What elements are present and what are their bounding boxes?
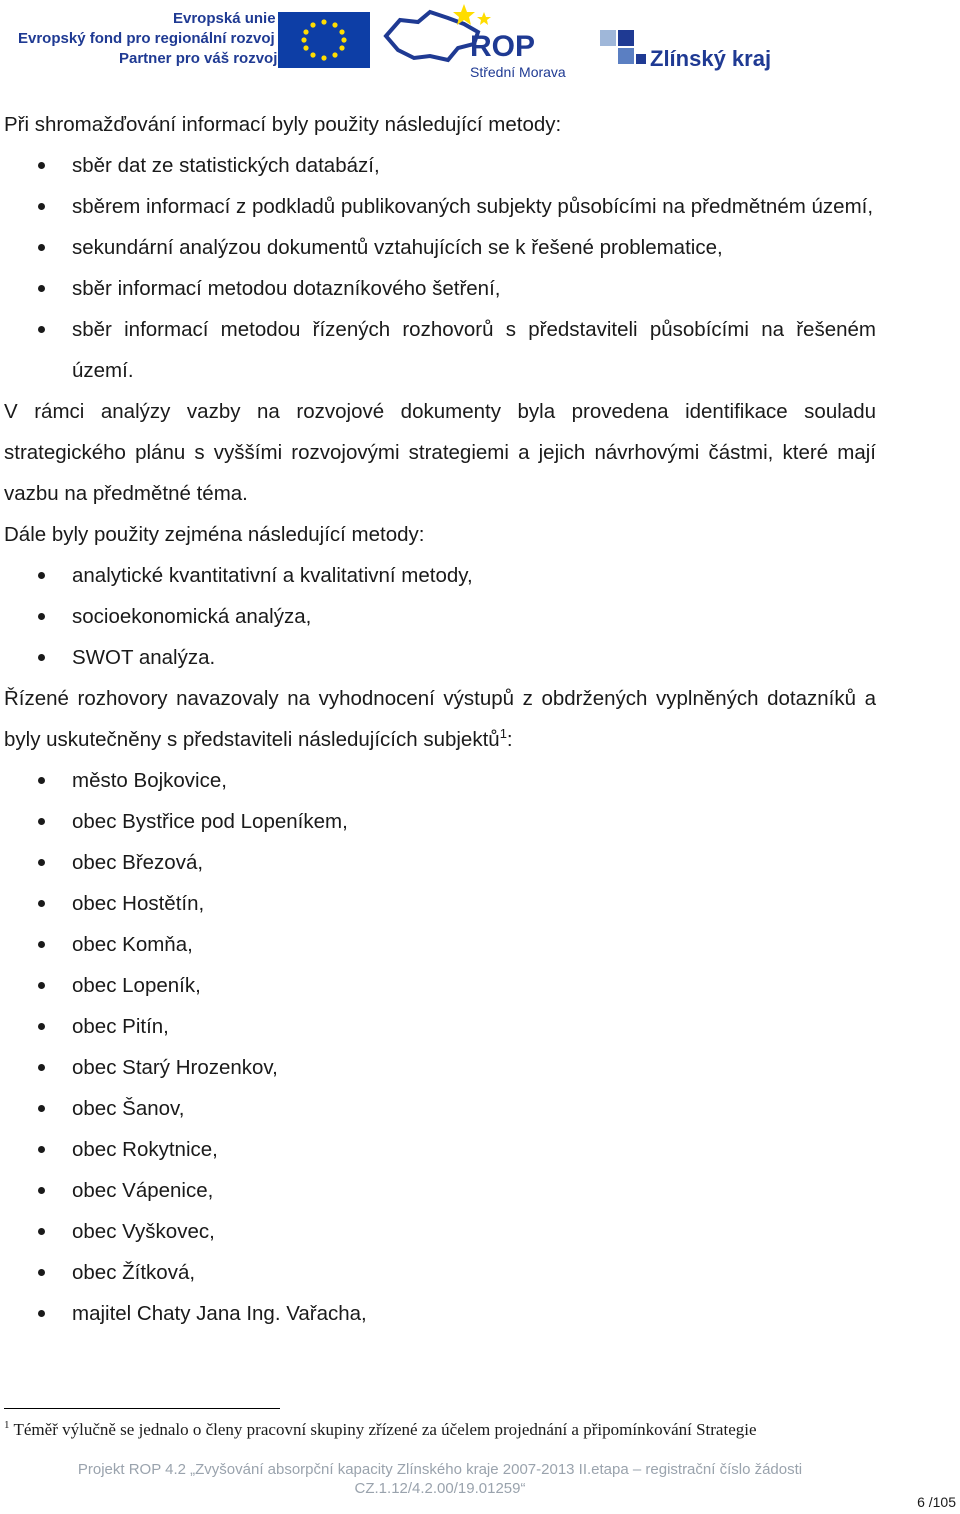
further-methods-list bbox=[4, 555, 876, 678]
list-item: obec Vápenice, bbox=[4, 1170, 876, 1211]
interviews-text: Řízené rozhovory navazovaly na vyhodnocení výstupů z obdržených vyplněných dotazníků a byly uskutečněny s představiteli následujících subjektů bbox=[4, 687, 876, 751]
subjects-list bbox=[4, 760, 876, 1334]
document-body bbox=[4, 104, 876, 1334]
footer-line-1: Projekt ROP 4.2 „Zvyšování absorpční kapacity Zlínského kraje 2007-2013 II.etapa – registrační číslo žádosti bbox=[77, 1461, 803, 1478]
list-item: obec Komňa, bbox=[4, 924, 876, 965]
list-item: sběr informací metodou řízených rozhovorů s představiteli působícími na řešeném území. bbox=[4, 309, 876, 391]
footer-line-2: CZ.1.12/4.2.00/19.01259“ bbox=[354, 1480, 526, 1497]
list-item: obec Rokytnice, bbox=[4, 1129, 876, 1170]
list-item: majitel Chaty Jana Ing. Vařacha, bbox=[4, 1293, 876, 1334]
footnote-text: Téměř výlučně se jednalo o členy pracovní skupiny zřízené za účelem projednání a připomínkování Strategie bbox=[13, 1420, 757, 1439]
paragraph-development-docs: V rámci analýzy vazby na rozvojové dokumenty byla provedena identifikace souladu strategického plánu s vyššími rozvojovými strategiemi a jejich návrhovými částmi, které mají vazbu na předmětné téma. bbox=[4, 400, 876, 505]
list-item: obec Pitín, bbox=[4, 1006, 876, 1047]
list-item: město Bojkovice, bbox=[4, 760, 876, 801]
list-item: sběr dat ze statistických databází, bbox=[4, 145, 876, 186]
page-number: 6 /105 bbox=[917, 1494, 956, 1510]
eu-line-2: Evropský fond pro regionální rozvoj bbox=[18, 30, 275, 47]
list-item: obec Vyškovec, bbox=[4, 1211, 876, 1252]
eu-flag-icon bbox=[278, 12, 370, 68]
list-item: obec Březová, bbox=[4, 842, 876, 883]
list-item: sběr informací metodou dotazníkového šetření, bbox=[4, 268, 876, 309]
list-item: obec Starý Hrozenkov, bbox=[4, 1047, 876, 1088]
page-footer bbox=[0, 1460, 880, 1498]
eu-line-1: Evropská unie bbox=[173, 10, 276, 27]
methods-list bbox=[4, 145, 876, 391]
rop-subtitle: Střední Morava bbox=[470, 64, 566, 80]
list-item: SWOT analýza. bbox=[4, 637, 876, 678]
intro-methods: Při shromažďování informací byly použity následující metody: bbox=[4, 113, 562, 136]
footnote bbox=[4, 1420, 884, 1440]
page-header bbox=[0, 0, 960, 90]
list-item: socioekonomická analýza, bbox=[4, 596, 876, 637]
list-item: analytické kvantitativní a kvalitativní metody, bbox=[4, 555, 876, 596]
eu-line-3: Partner pro váš rozvoj bbox=[119, 50, 278, 67]
zlinsky-kraj-icon bbox=[600, 30, 646, 72]
region-name: Zlínský kraj bbox=[650, 46, 772, 71]
list-item: obec Žítková, bbox=[4, 1252, 876, 1293]
list-item: obec Šanov, bbox=[4, 1088, 876, 1129]
footnote-ref: 1 bbox=[499, 726, 507, 742]
list-item: sekundární analýzou dokumentů vztahujících se k řešené problematice, bbox=[4, 227, 876, 268]
list-item: obec Hostětín, bbox=[4, 883, 876, 924]
paragraph-interviews bbox=[4, 678, 876, 760]
rop-title: ROP bbox=[470, 30, 536, 63]
list-item: obec Bystřice pod Lopeníkem, bbox=[4, 801, 876, 842]
interviews-colon: : bbox=[506, 728, 513, 751]
footnote-number: 1 bbox=[4, 1419, 10, 1432]
list-item: obec Lopeník, bbox=[4, 965, 876, 1006]
footnote-divider bbox=[4, 1408, 280, 1409]
intro-further-methods: Dále byly použity zejména následující metody: bbox=[4, 523, 425, 546]
list-item: sběrem informací z podkladů publikovaných subjekty působícími na předmětném území, bbox=[4, 186, 876, 227]
